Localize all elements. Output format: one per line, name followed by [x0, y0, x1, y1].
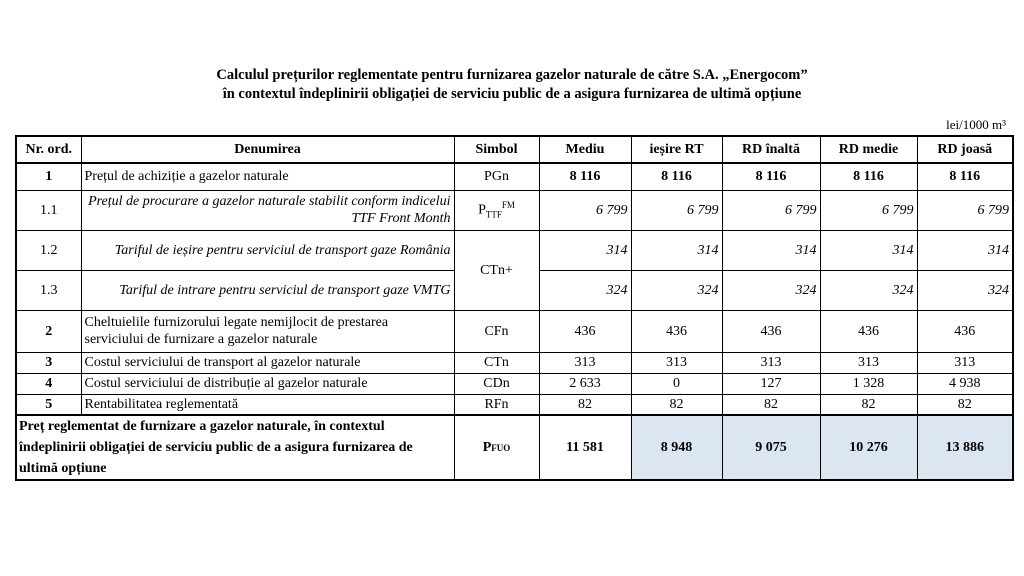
table-row: [16, 163, 1013, 190]
row-symbol: [454, 190, 539, 230]
row-name: Tariful de intrare pentru serviciul de transport gaze VMTG: [81, 270, 454, 310]
value-cell: 313: [820, 352, 917, 373]
row-name: Prețul de achiziție a gazelor naturale: [81, 163, 454, 190]
title-line-2: în contextul îndeplinirii obligației de serviciu public de a asigura furnizarea de ultimă opțiune: [222, 86, 802, 102]
col-symbol-header: Simbol: [454, 136, 539, 163]
value-cell: 313: [631, 352, 722, 373]
symbol-main: P: [478, 202, 486, 218]
total-value-mediu: 11 581: [539, 415, 631, 480]
total-value-iesire: 8 948: [631, 415, 722, 480]
value-cell: 8 116: [631, 163, 722, 190]
value-cell: 313: [722, 352, 820, 373]
row-nr: 2: [16, 310, 81, 352]
value-cell: 314: [631, 230, 722, 270]
col-rd-joasa-header: RD joasă: [917, 136, 1013, 163]
symbol-subscript: FUO: [491, 442, 511, 453]
col-nr-header: Nr. ord.: [16, 136, 81, 163]
row-nr: 3: [16, 352, 81, 373]
title-line-1: Calculul prețurilor reglementate pentru furnizarea gazelor naturale de către S.A. „Energocom”: [216, 67, 808, 83]
row-symbol: PGn: [454, 163, 539, 190]
value-cell: 436: [917, 310, 1013, 352]
value-cell: 6 799: [917, 190, 1013, 230]
value-cell: 6 799: [539, 190, 631, 230]
row-symbol: RFn: [454, 394, 539, 415]
table-row: [16, 373, 1013, 394]
symbol-main: P: [482, 439, 492, 455]
total-label: Preț reglementat de furnizare a gazelor naturale, în contextul îndeplinirii obligației de serviciu public de a asigura furnizarea de ultimă opțiune: [16, 415, 454, 480]
row-name: Costul serviciului de transport al gazelor naturale: [81, 352, 454, 373]
row-nr: 5: [16, 394, 81, 415]
value-cell: 0: [631, 373, 722, 394]
table-row: [16, 352, 1013, 373]
value-cell: 314: [917, 230, 1013, 270]
value-cell: 436: [820, 310, 917, 352]
value-cell: 82: [631, 394, 722, 415]
value-cell: 6 799: [722, 190, 820, 230]
row-symbol: CTn: [454, 352, 539, 373]
row-name: Costul serviciului de distribuție al gazelor naturale: [81, 373, 454, 394]
row-name: Rentabilitatea reglementată: [81, 394, 454, 415]
col-rd-inalta-header: RD înaltă: [722, 136, 820, 163]
total-value-rd-joasa: 13 886: [917, 415, 1013, 480]
value-cell: 6 799: [631, 190, 722, 230]
symbol-superscript: FM: [501, 199, 515, 210]
value-cell: 4 938: [917, 373, 1013, 394]
row-symbol: CFn: [454, 310, 539, 352]
value-cell: 436: [722, 310, 820, 352]
value-cell: 82: [539, 394, 631, 415]
table-row: [16, 230, 1013, 270]
unit-label: lei/1000 m³: [946, 117, 1006, 132]
value-cell: 313: [539, 352, 631, 373]
value-cell: 436: [631, 310, 722, 352]
col-mediu-header: Mediu: [539, 136, 631, 163]
value-cell: 314: [722, 230, 820, 270]
row-nr: 1.3: [16, 270, 81, 310]
value-cell: 324: [917, 270, 1013, 310]
value-cell: 127: [722, 373, 820, 394]
price-table: [15, 135, 1014, 481]
col-rd-medie-header: RD medie: [820, 136, 917, 163]
row-nr: 1: [16, 163, 81, 190]
value-cell: 82: [820, 394, 917, 415]
value-cell: 313: [917, 352, 1013, 373]
total-value-rd-inalta: 9 075: [722, 415, 820, 480]
row-symbol: CDn: [454, 373, 539, 394]
row-symbol-merged: CTn+: [454, 230, 539, 310]
row-nr: 4: [16, 373, 81, 394]
value-cell: 324: [539, 270, 631, 310]
col-iesire-header: ieșire RT: [631, 136, 722, 163]
value-cell: 82: [917, 394, 1013, 415]
document-title: [0, 66, 1024, 104]
row-nr: 1.2: [16, 230, 81, 270]
row-name: Cheltuielile furnizorului legate nemijlocit de prestarea serviciului de furnizare a gazelor naturale: [81, 310, 454, 352]
value-cell: 436: [539, 310, 631, 352]
total-symbol: [454, 415, 539, 480]
value-cell: 314: [539, 230, 631, 270]
symbol-subscript: TTF: [485, 209, 502, 220]
value-cell: 314: [820, 230, 917, 270]
value-cell: 8 116: [917, 163, 1013, 190]
value-cell: 324: [722, 270, 820, 310]
value-cell: 8 116: [820, 163, 917, 190]
table-row: [16, 310, 1013, 352]
total-row: [16, 415, 1013, 480]
row-nr: 1.1: [16, 190, 81, 230]
value-cell: 324: [631, 270, 722, 310]
row-name: Tariful de ieșire pentru serviciul de transport gaze România: [81, 230, 454, 270]
value-cell: 324: [820, 270, 917, 310]
value-cell: 8 116: [722, 163, 820, 190]
value-cell: 1 328: [820, 373, 917, 394]
value-cell: 2 633: [539, 373, 631, 394]
row-name: Prețul de procurare a gazelor naturale stabilit conform indicelui TTF Front Month: [81, 190, 454, 230]
col-name-header: Denumirea: [81, 136, 454, 163]
value-cell: 6 799: [820, 190, 917, 230]
value-cell: 8 116: [539, 163, 631, 190]
value-cell: 82: [722, 394, 820, 415]
header-row: [16, 136, 1013, 163]
total-value-rd-medie: 10 276: [820, 415, 917, 480]
table-row: [16, 394, 1013, 415]
table-row: [16, 190, 1013, 230]
